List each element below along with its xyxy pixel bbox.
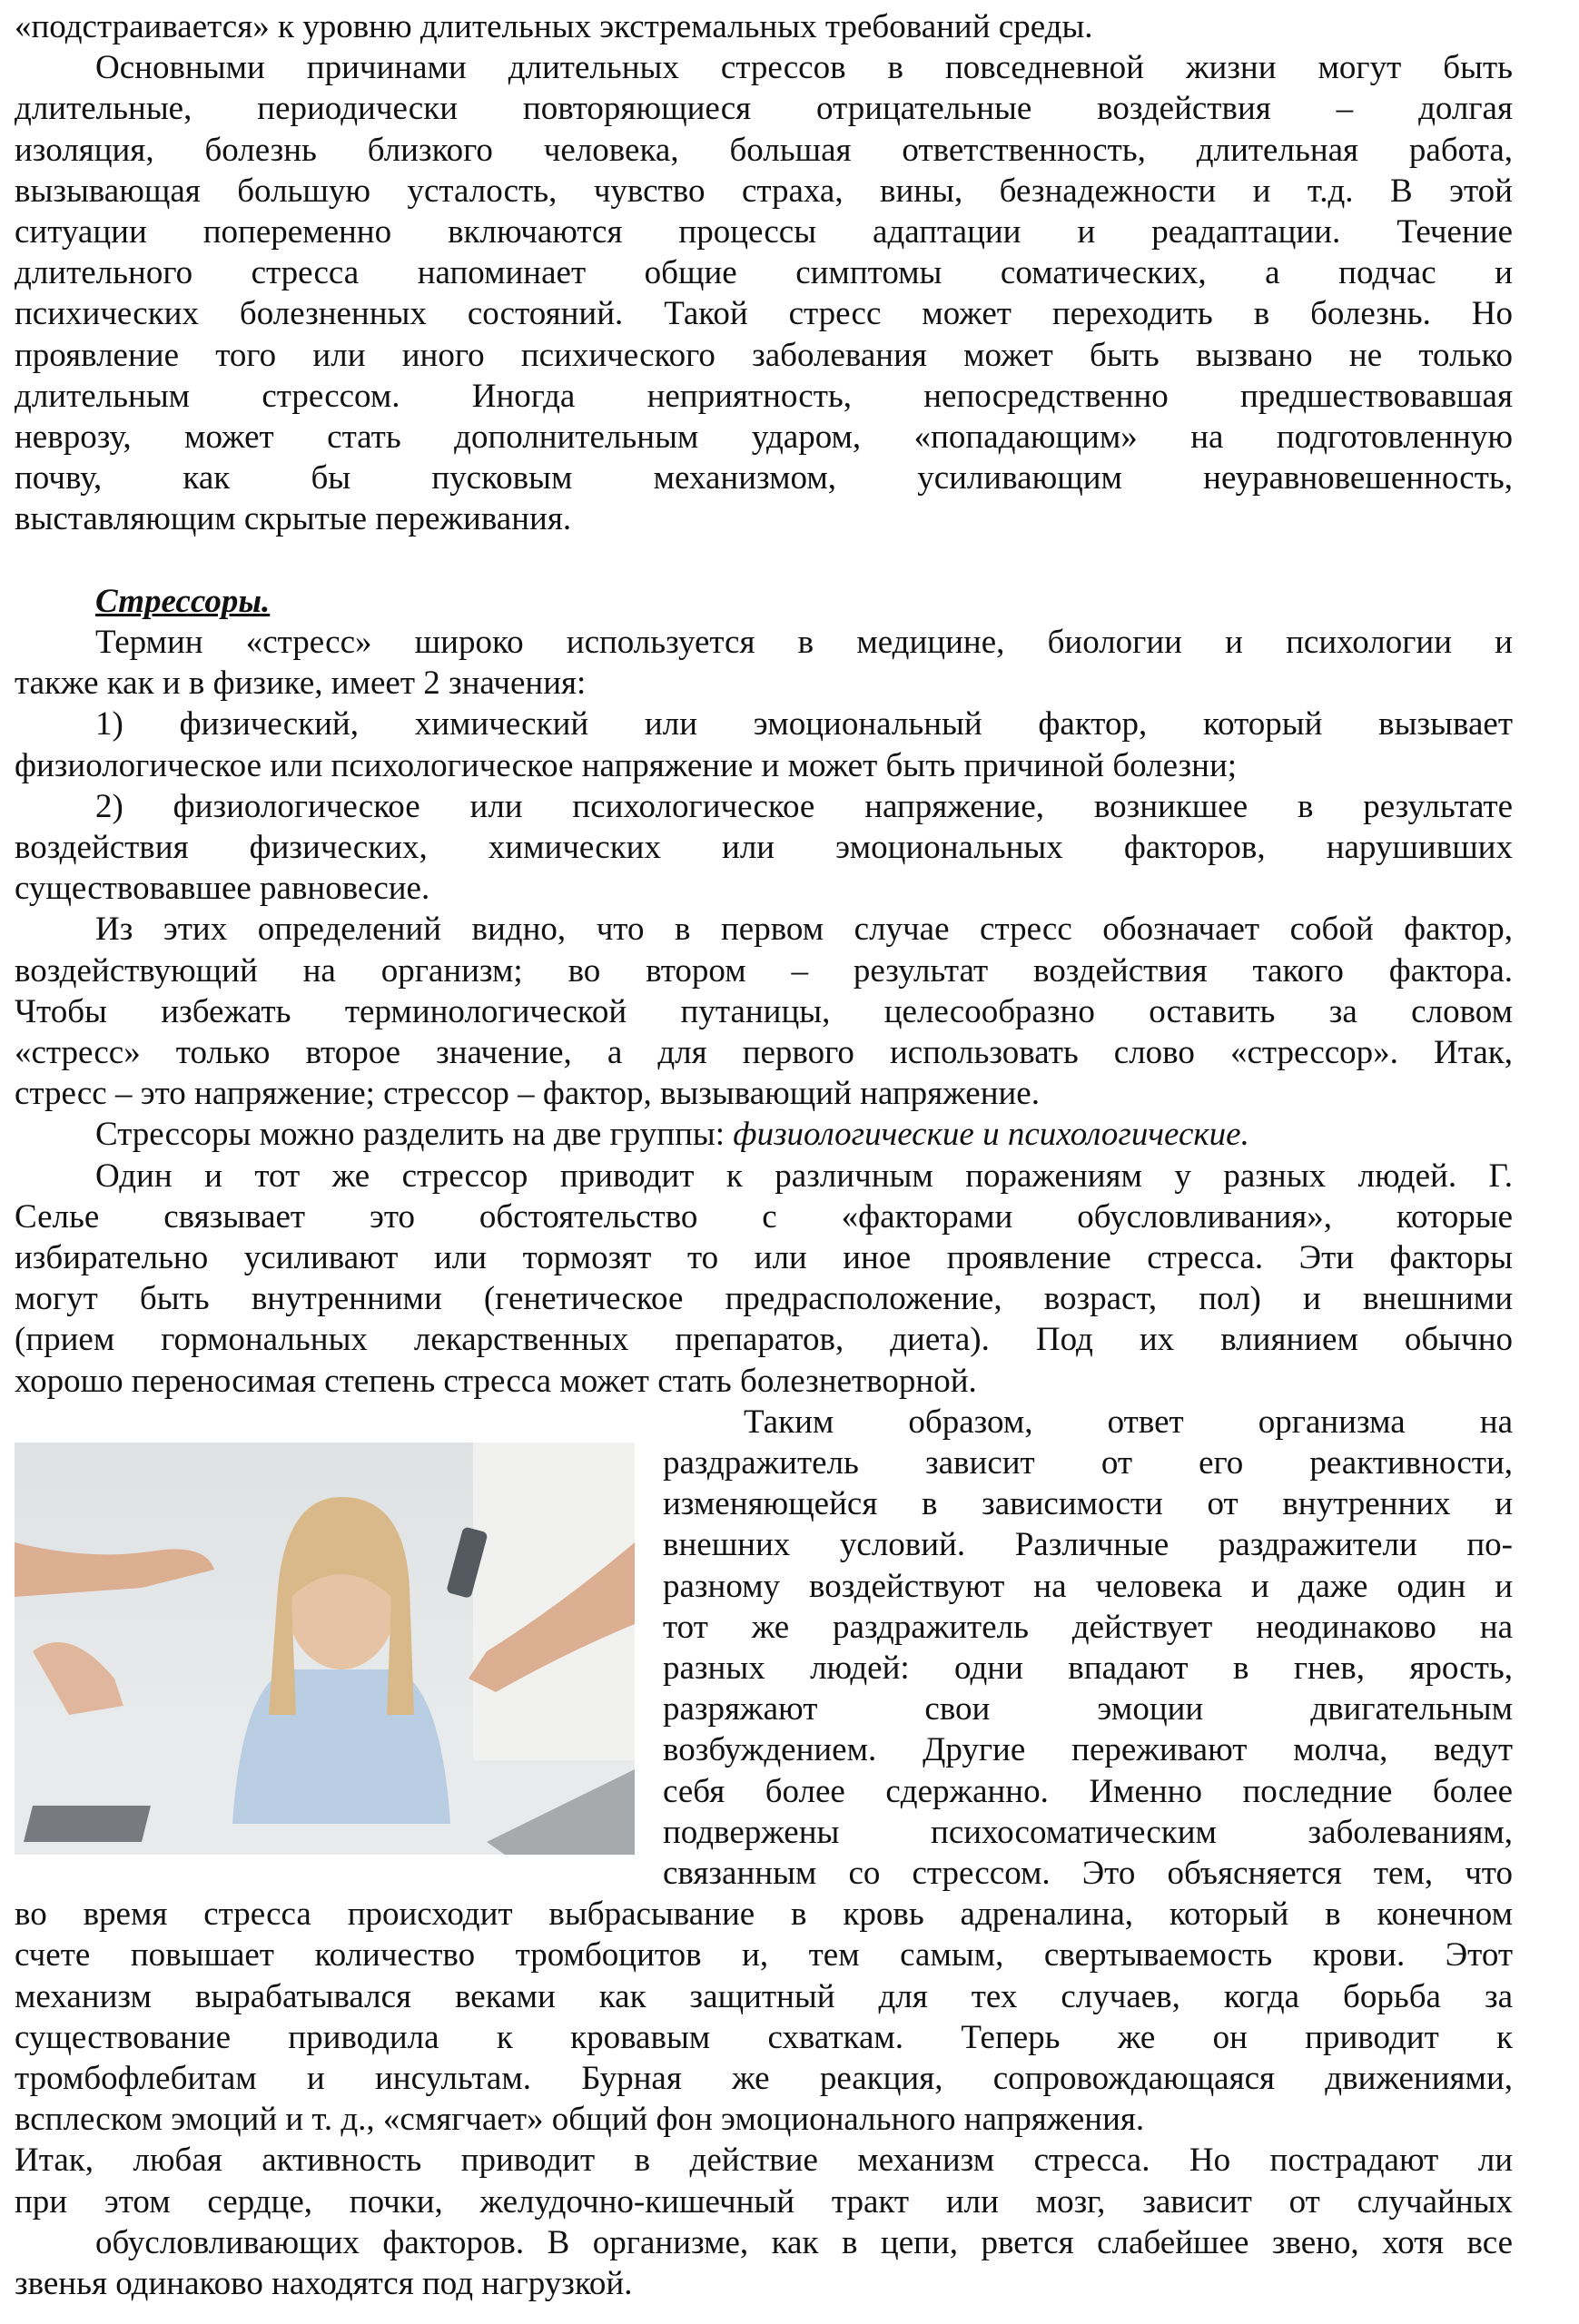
line-text: Основными причинами длительных стрессов в повседневной жизни могут быть [95,49,1513,87]
text-line [15,417,1513,458]
line-text: обусловливающих факторов. В организме, как в цепи, рвется слабейшее звено, хотя все [95,2223,1513,2261]
line-text: Стрессоры можно разделить на две группы: [95,1116,734,1154]
line-text: тот же раздражитель действует неодинаково на [663,1608,1513,1646]
line-text: 1) физический, химический или эмоциональный фактор, который вызывает [95,705,1513,743]
line-text: внешних условий. Различные раздражители по- [663,1526,1513,1564]
text-line [15,2263,1513,2304]
line-text: психических болезненных состояний. Такой стресс может переходить в болезнь. Но [15,295,1513,333]
text-line [15,950,1513,991]
text-line [663,1524,1513,1565]
line-text: во время стресса происходит выбрасывание в кровь адреналина, который в конечном [15,1896,1513,1934]
text-line [15,1894,1513,1935]
text-line [15,2181,1513,2222]
text-line [744,1402,1513,1443]
text-line [15,2140,1513,2181]
line-text: выставляющим скрытые переживания. [15,500,572,538]
text-line [663,1648,1513,1689]
text-line [663,1729,1513,1770]
text-line [15,88,1513,129]
text-line [663,1483,1513,1524]
line-text: существовавшее равновесие. [15,870,430,908]
text-line [15,6,1513,47]
text-line [15,1361,1513,1402]
text-line [15,1196,1513,1237]
line-text: тромбофлебитам и инсультам. Бурная же реакция, сопровождающаяся движениями, [15,2060,1513,2097]
line-text: воздействия физических, химических или эмоциональных факторов, нарушивших [15,829,1513,866]
line-text: при этом сердце, почки, желудочно-кишечный тракт или мозг, зависит от случайных [15,2182,1513,2221]
line-text: изоляция, болезнь близкого человека, большая ответственность, длительная работа, [15,131,1513,169]
line-text: Итак, любая активность приводит в действие механизм стресса. Но пострадают ли [15,2142,1513,2180]
text-line [15,1935,1513,1975]
line-text: почву, как бы пусковым механизмом, усиливающим неуравновешенность, [15,459,1513,497]
line-text: длительные, периодически повторяющиеся отрицательные воздействия – долгая [15,90,1513,128]
text-line [95,47,1513,88]
text-line [663,1853,1513,1894]
line-text: могут быть внутренними (генетическое предрасположение, возраст, пол) и внешними [15,1280,1513,1318]
text-line [15,1237,1513,1278]
text-line [95,2222,1513,2263]
text-line [663,1771,1513,1812]
line-text: связанным со стрессом. Это объясняется тем, что [663,1855,1513,1892]
line-text: «подстраивается» к уровню длительных экстремальных требований среды. [15,8,1093,45]
line-text: (прием гормональных лекарственных препаратов, диета). Под их влиянием обычно [15,1321,1513,1359]
text-line [15,130,1513,171]
line-text: избирательно усиливают или тормозят то или иное проявление стресса. Эти факторы [15,1239,1513,1276]
text-line [663,1812,1513,1853]
text-line [15,171,1513,212]
line-text: неврозу, может стать дополнительным ударом, «попадающим» на подготовленную [15,419,1513,456]
line-text: счете повышает количество тромбоцитов и, тем самым, свертываемость крови. Этот [15,1936,1513,1974]
text-line [15,663,1513,704]
italic-text: физиологические и психологические. [733,1116,1249,1154]
line-text: Термин «стресс» широко используется в медицине, биологии и психологии и [95,624,1513,661]
text-line [15,991,1513,1032]
line-text: физиологическое или психологическое напряжение и может быть причиной болезни; [15,746,1238,784]
line-text: разному воздействуют на человека и даже один и [663,1567,1513,1605]
line-text: проявление того или иного психического заболевания может быть вызвано не только [15,336,1513,374]
text-line [95,1114,1513,1155]
text-line [15,2058,1513,2099]
text-line [15,2017,1513,2058]
text-line [15,1319,1513,1360]
line-text: Селье связывает это обстоятельство с «факторами обусловливания», которые [15,1197,1513,1236]
line-text: вызывающая большую усталость, чувство страха, вины, безнадежности и т.д. В этой [15,172,1513,210]
text-line [15,1278,1513,1319]
line-text: механизм вырабатывался веками как защитный для тех случаев, когда борьба за [15,1977,1513,2015]
text-line [663,1689,1513,1729]
text-line [663,1566,1513,1607]
line-text: изменяющейся в зависимости от внутренних и [663,1485,1513,1523]
text-line [15,1032,1513,1073]
text-line [15,868,1513,909]
line-text: разных людей: одни впадают в гнев, ярость, [663,1649,1513,1687]
line-text: себя более сдержанно. Именно последние более [663,1772,1513,1810]
line-text: Из этих определений видно, что в первом случае стресс обозначает собой фактор, [95,911,1513,949]
line-text: ситуации попеременно включаются процессы адаптации и реадаптации. Течение [15,213,1513,251]
text-line [95,704,1513,744]
line-text: длительного стресса напоминает общие симптомы соматических, а подчас и [15,254,1513,292]
text-line [663,1607,1513,1648]
line-text: Таким образом, ответ организма на [744,1403,1513,1441]
line-text: стресс – это напряжение; стрессор – фактор, вызывающий напряжение. [15,1075,1040,1113]
line-text: возбуждением. Другие переживают молча, ведут [663,1731,1513,1769]
line-text: 2) физиологическое или психологическое напряжение, возникшее в результате [95,787,1513,825]
text-line [15,212,1513,252]
text-line [15,1976,1513,2017]
text-line [95,622,1513,663]
line-text: разряжают свои эмоции двигательным [663,1690,1513,1728]
line-text: подвержены психосоматическим заболеваниям, [663,1813,1513,1851]
text-line [15,293,1513,334]
stressed-woman-photo [15,1443,635,1855]
text-line [15,252,1513,293]
line-text: хорошо переносимая степень стресса может стать болезнетворной. [15,1362,977,1400]
line-text: Чтобы избежать терминологической путаницы, целесообразно оставить за словом [15,992,1513,1030]
section-heading: Стрессоры. [95,582,271,620]
text-line [15,335,1513,376]
text-line [15,2099,1513,2140]
text-line [95,909,1513,950]
text-line [15,827,1513,868]
photo-illustration [15,1443,635,1855]
line-text: также как и в физике, имеет 2 значения: [15,665,587,703]
line-text: существование приводила к кровавым схваткам. Теперь же он приводит к [15,2018,1513,2056]
text-line [95,1156,1513,1196]
text-line [15,458,1513,498]
line-text: «стресс» только второе значение, а для первого использовать слово «стрессор». Итак, [15,1034,1513,1071]
line-text: воздействующий на организм; во втором – результат воздействия такого фактора. [15,951,1513,990]
text-line [15,745,1513,786]
line-text: звенья одинаково находятся под нагрузкой. [15,2265,633,2302]
line-text: всплеском эмоций и т. д., «смягчает» общий фон эмоционального напряжения. [15,2101,1145,2139]
line-text: Один и тот же стрессор приводит к различным поражениям у разных людей. Г. [95,1157,1513,1195]
text-line [95,786,1513,827]
text-line [15,376,1513,417]
text-line [15,498,1513,539]
text-line [15,1073,1513,1114]
line-text: раздражитель зависит от его реактивности, [663,1444,1513,1482]
line-text: длительным стрессом. Иногда неприятность, непосредственно предшествовавшая [15,377,1513,415]
text-line [663,1443,1513,1483]
